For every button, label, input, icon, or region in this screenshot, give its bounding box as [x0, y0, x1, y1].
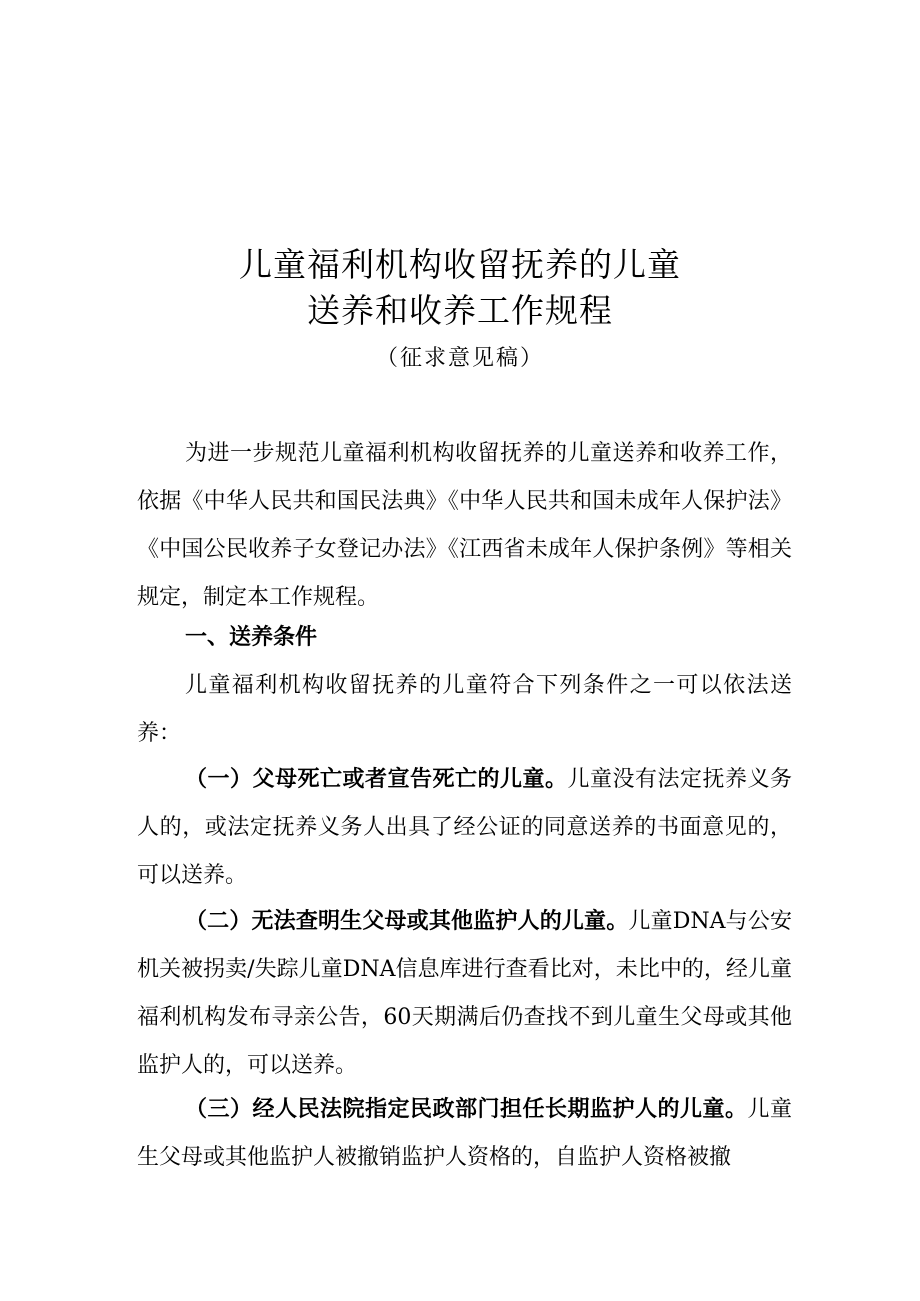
condition-item-1-body: 儿童没有法定抚养义务人的，或法定抚养义务人出具了经公证的同意送养的书面意见的，可以送养。: [137, 767, 792, 888]
condition-item-1: [137, 756, 792, 900]
intro-paragraph: 为进一步规范儿童福利机构收留抚养的儿童送养和收养工作，依据《中华人民共和国民法典》《中华人民共和国未成年人保护法》《中国公民收养子女登记办法》《江西省未成年人保护条例》等相关规定，制定本工作规程。: [137, 441, 792, 610]
condition-item-1-lead: （一）父母死亡或者宣告死亡的儿童。: [185, 767, 568, 792]
document-subtitle: （征求意见稿）: [375, 346, 544, 371]
section-intro-paragraph: 儿童福利机构收留抚养的儿童符合下列条件之一可以依法送养：: [137, 673, 792, 746]
condition-item-3-lead: （三）经人民法院指定民政部门担任长期监护人的儿童。: [185, 1097, 748, 1122]
condition-item-2-body: 儿童DNA与公安机关被拐卖/失踪儿童DNA信息库进行查看比对，未比中的，经儿童福利机构发布寻亲公告，60天期满后仍查找不到儿童生父母或其他监护人的，可以送养。: [137, 909, 792, 1078]
condition-item-3: [137, 1086, 792, 1182]
section-heading-send-conditions: 一、送养条件: [185, 625, 318, 650]
condition-item-2: [137, 898, 792, 1090]
condition-item-3-body: 儿童生父母或其他监护人被撤销监护人资格的，自监护人资格被撤: [137, 1097, 792, 1170]
document-title-line-2: 送养和收养工作规程: [307, 291, 613, 330]
document-title-line-1: 儿童福利机构收留抚养的儿童: [239, 245, 681, 284]
condition-item-2-lead: （二）无法查明生父母或其他监护人的儿童。: [185, 909, 629, 934]
